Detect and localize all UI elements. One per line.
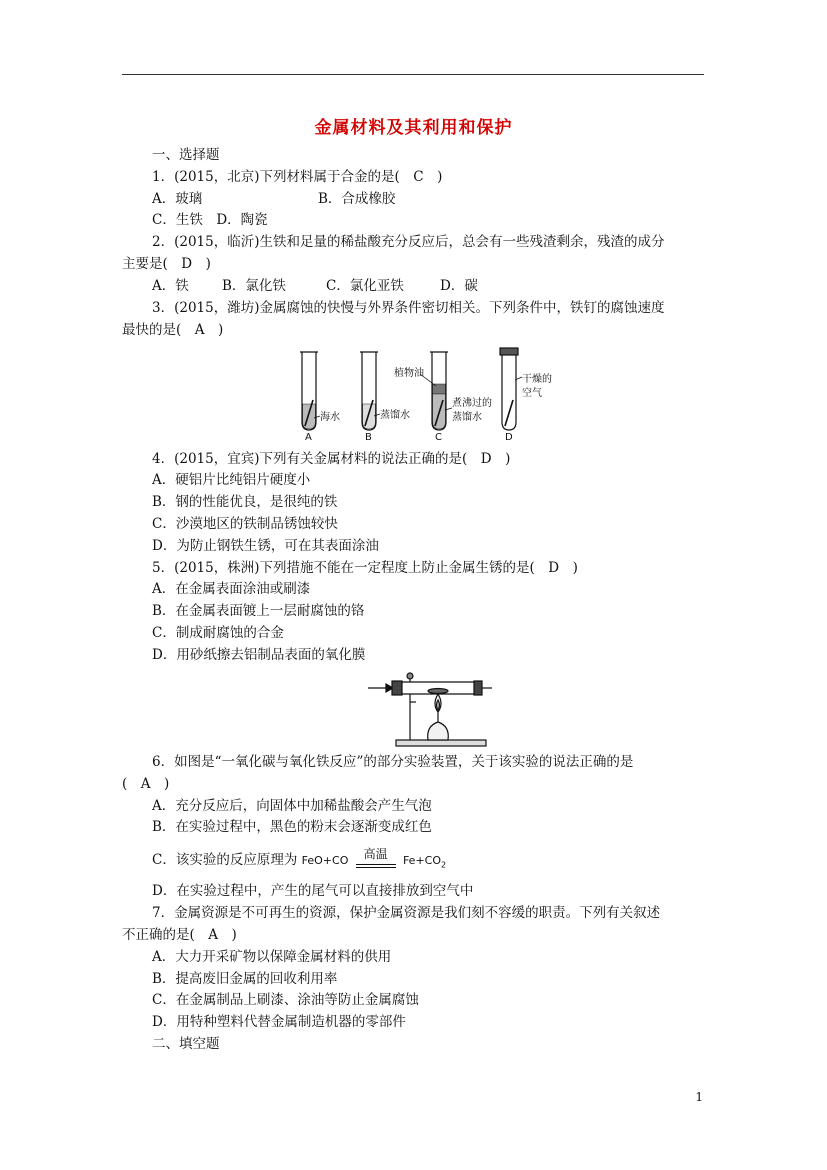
question-2-option-c: C．氯化亚铁 bbox=[326, 278, 404, 294]
question-7-option-b: B．提高废旧金属的回收利用率 bbox=[152, 971, 338, 987]
question-2-option-b: B．氯化铁 bbox=[222, 278, 286, 294]
question-6-option-d: D．在实验过程中，产生的尾气可以直接排放到空气中 bbox=[152, 883, 474, 899]
question-7-stem-line2: 不正确的是( A ) bbox=[122, 927, 237, 943]
equation-products: Fe+CO bbox=[402, 854, 442, 867]
question-7-option-c: C．在金属制品上刷漆、涂油等防止金属腐蚀 bbox=[152, 992, 419, 1008]
question-1-option-b: B．合成橡胶 bbox=[318, 191, 396, 207]
question-5-option-d: D．用砂纸擦去铝制品表面的氧化膜 bbox=[152, 647, 366, 663]
question-4-option-d: D．为防止钢铁生锈，可在其表面涂油 bbox=[152, 538, 379, 554]
question-4-option-b: B．钢的性能优良，是很纯的铁 bbox=[152, 494, 338, 510]
question-2-option-d: D．碳 bbox=[440, 278, 478, 294]
header-rule bbox=[122, 74, 704, 75]
question-5-option-c: C．制成耐腐蚀的合金 bbox=[152, 625, 284, 641]
question-6-stem-line1: 6．如图是“一氧化碳与氧化铁反应”的部分实验装置，关于该实验的说法正确的是 bbox=[152, 754, 634, 770]
label-a: A bbox=[305, 432, 312, 440]
question-2-option-a: A．铁 bbox=[152, 278, 189, 294]
label-distilled-water: 蒸馏水 bbox=[380, 410, 410, 421]
tube-d-stopper bbox=[500, 348, 518, 355]
label-d: D bbox=[505, 432, 513, 440]
label-c: C bbox=[435, 432, 442, 440]
question-6-option-c bbox=[152, 847, 447, 875]
question-4-option-a: A．硬铝片比纯铝片硬度小 bbox=[152, 472, 311, 488]
label-boiled-2: 蒸馏水 bbox=[452, 412, 482, 423]
label-dry-1: 干燥的 bbox=[522, 374, 552, 385]
co-reduction-apparatus-figure bbox=[366, 668, 494, 748]
question-7-option-d: D．用特种塑料代替金属制造机器的零部件 bbox=[152, 1014, 406, 1030]
question-3-stem-line2: 最快的是( A ) bbox=[122, 322, 224, 338]
page-title: 金属材料及其利用和保护 bbox=[314, 118, 513, 138]
question-5-option-b: B．在金属表面镀上一层耐腐蚀的铬 bbox=[152, 603, 365, 619]
reaction-condition-arrow bbox=[356, 847, 396, 866]
page-number: 1 bbox=[695, 1090, 703, 1104]
stand-base bbox=[396, 740, 486, 746]
label-dry-2: 空气 bbox=[522, 388, 542, 399]
question-4-stem: 4．(2015，宜宾)下列有关金属材料的说法正确的是( D ) bbox=[152, 451, 511, 467]
alcohol-lamp bbox=[428, 722, 449, 740]
left-stopper bbox=[392, 681, 402, 695]
question-6-stem-line2: ( A ) bbox=[122, 776, 170, 792]
question-7-stem-line1: 7．金属资源是不可再生的资源，保护金属资源是我们刻不容缓的职责。下列有关叙述 bbox=[152, 905, 661, 921]
question-2-stem-line1: 2．(2015，临沂)生铁和足量的稀盐酸充分反应后，总会有一些残渣剩余，残渣的成分 bbox=[152, 234, 665, 250]
question-5-stem: 5．(2015，株洲)下列措施不能在一定程度上防止金属生锈的是( D ) bbox=[152, 560, 578, 576]
question-4-option-c: C．沙漠地区的铁制品锈蚀较快 bbox=[152, 516, 338, 532]
label-b: B bbox=[365, 432, 372, 440]
question-1-stem: 1．(2015，北京)下列材料属于合金的是( C ) bbox=[152, 169, 443, 185]
question-6-option-b: B．在实验过程中，黑色的粉末会逐渐变成红色 bbox=[152, 819, 432, 835]
question-1-option-cd: C．生铁 D．陶瓷 bbox=[152, 212, 268, 228]
question-7-option-a: A．大力开采矿物以保障金属材料的供用 bbox=[152, 949, 392, 965]
question-3-stem-line1: 3．(2015，潍坊)金属腐蚀的快慢与外界条件密切相关。下列条件中，铁钉的腐蚀速度 bbox=[152, 300, 665, 316]
question-6-option-c-prefix: C．该实验的反应原理为 bbox=[152, 852, 298, 868]
section-heading-fill: 二、填空题 bbox=[152, 1036, 220, 1052]
section-heading-choice: 一、选择题 bbox=[152, 147, 220, 163]
equation-reactants: FeO+CO bbox=[301, 854, 349, 867]
question-5-option-a: A．在金属表面涂油或刷漆 bbox=[152, 581, 311, 597]
test-tube-figure bbox=[290, 344, 560, 440]
label-plant-oil: 植物油 bbox=[394, 368, 424, 379]
right-stopper bbox=[474, 681, 482, 695]
tube-d bbox=[502, 354, 516, 430]
question-2-stem-line2: 主要是( D ) bbox=[122, 256, 211, 272]
question-6-option-a: A．充分反应后，向固体中加稀盐酸会产生气泡 bbox=[152, 798, 432, 814]
question-1-option-a: A．玻璃 bbox=[152, 191, 203, 207]
reaction-condition: 高温 bbox=[363, 847, 388, 861]
label-sea-water: 海水 bbox=[320, 412, 340, 423]
label-boiled-1: 煮沸过的 bbox=[452, 398, 492, 409]
equation-subscript: 2 bbox=[441, 860, 447, 870]
